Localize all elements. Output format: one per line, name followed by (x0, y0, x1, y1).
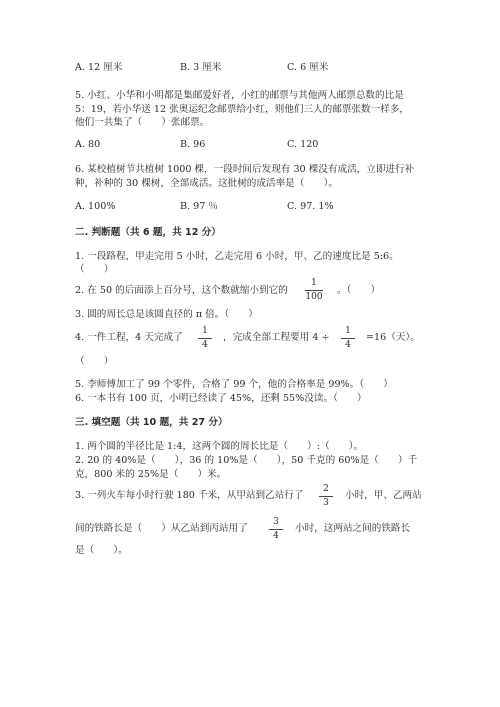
q6-option-b: B. 97 ％ (180, 201, 219, 212)
fraction-denominator: 4 (273, 531, 279, 541)
q5-option-c: C. 120 (287, 139, 319, 150)
q6-text-line2: 种，补种的 30 棵树，全部成活。这批树的成活率是（ ）。 (75, 178, 338, 189)
s2-item4-line2: （ ） (75, 356, 114, 367)
s2-item4-fraction2 (341, 326, 355, 351)
fraction-denominator: 4 (345, 340, 351, 350)
fraction-denominator: 3 (323, 498, 329, 508)
q6-option-c: C. 97. 1% (287, 201, 334, 212)
q4-option-c: C. 6 厘米 (287, 62, 329, 73)
q5-text-line1: 5. 小红、小华和小明都是集邮爱好者，小红的邮票与其他两人邮票总数的比是 (75, 90, 404, 101)
s3-item3-tail: 小时，甲、乙两站 (345, 490, 422, 501)
s3-item1: 1. 两个圆的半径比是 1:4，这两个圆的周长比是（ ）:（ ）。 (75, 441, 364, 452)
s3-item3-line2-tail: 小时，这两站之间的铁路长 (295, 523, 411, 534)
fraction-numerator: 3 (273, 517, 279, 527)
s2-item5: 5. 李师傅加工了 99 个零件，合格了 99 个，他的合格率是 99%。（ ） (75, 379, 393, 390)
q4-option-b: B. 3 厘米 (180, 62, 222, 73)
s2-item3: 3. 圆的周长总是该圆直径的 π 倍。（ ） (75, 309, 258, 320)
s2-item4-middle: ，完成全部工程要用 4 ÷ (223, 332, 330, 343)
q5-option-b: B. 96 (180, 139, 206, 150)
section3-heading: 三. 填空题（共 10 题，共 27 分） (75, 417, 228, 428)
fraction-numerator: 2 (323, 484, 329, 494)
s3-item3-line2-text: 间的铁路长是（ ）从乙站到丙站用了 (75, 523, 248, 534)
q4-option-a: A. 12 厘米 (75, 62, 123, 73)
s3-item2-line1: 2. 20 的 40%是（ ），36 的 10%是（ ），50 千克的 60%是（ ）千 (75, 455, 418, 466)
s2-item2-fraction (305, 278, 323, 303)
s3-item3-text: 3. 一列火车每小时行驶 180 千米，从甲站到乙站行了 (75, 490, 304, 501)
s2-item6: 6. 一本书有 100 页，小明已经读了 45%，还剩 55%没读。（ ） (75, 393, 367, 404)
fraction-bar (341, 338, 355, 339)
q5-text-line2: 5：19，若小华送 12 张奥运纪念邮票给小红，则他们三人的邮票张数一样多， (75, 104, 410, 115)
s3-item3-fraction2 (269, 517, 283, 542)
s2-item1-line1: 1. 一段路程，甲走完用 5 小时，乙走完用 6 小时，甲、乙的速度比是 5:6。 (75, 251, 399, 262)
fraction-numerator: 1 (345, 326, 351, 336)
fraction-denominator: 100 (305, 292, 323, 302)
fraction-bar (319, 496, 333, 497)
s2-item4-tail: =16（天）。 (366, 332, 420, 343)
s3-item3-line3: 是（ ）。 (75, 545, 128, 556)
s3-item2-line2: 克，800 米的 25%是（ ）米。 (75, 469, 227, 480)
q5-text-line3: 他们一共集了（ ）张邮票。 (75, 117, 210, 128)
q6-option-a: A. 100% (75, 201, 116, 212)
s2-item4-fraction1 (198, 326, 212, 351)
fraction-bar (269, 529, 283, 530)
s2-item2-tail: 。（ ） (337, 285, 381, 296)
fraction-numerator: 1 (202, 326, 208, 336)
s2-item1-line2: （ ） (75, 264, 114, 275)
fraction-numerator: 1 (311, 278, 317, 288)
fraction-bar (198, 338, 212, 339)
fraction-bar (305, 290, 323, 291)
section2-heading: 二. 判断题（共 6 题，共 12 分） (75, 227, 221, 238)
q5-option-a: A. 80 (75, 139, 101, 150)
q6-text-line1: 6. 某校植树节共植树 1000 棵，一段时间后发现有 30 棵没有成活，立即进行补 (75, 164, 415, 175)
s2-item2-text: 2. 在 50 的后面添上百分号，这个数就缩小到它的 (75, 285, 288, 296)
s3-item3-fraction1 (319, 484, 333, 509)
s2-item4-text: 4. 一件工程，4 天完成了 (75, 332, 183, 343)
fraction-denominator: 4 (202, 340, 208, 350)
